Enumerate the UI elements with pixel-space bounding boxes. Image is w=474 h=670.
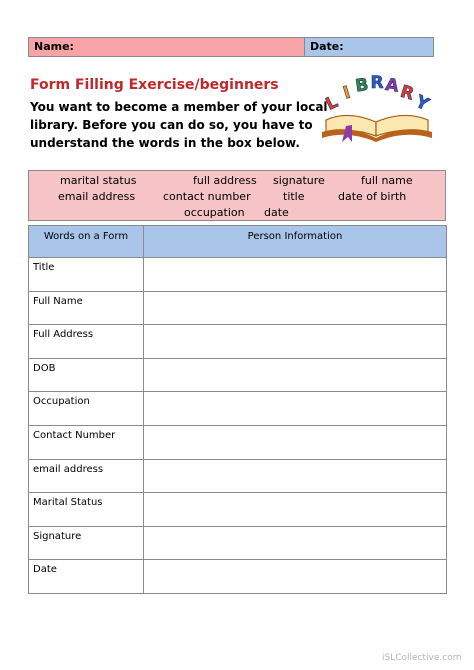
table-row xyxy=(29,258,447,292)
table-row xyxy=(29,526,447,560)
form-field-label: Contact Number xyxy=(29,425,144,459)
form-field-label: email address xyxy=(29,459,144,493)
logo-letters xyxy=(323,74,433,115)
form-field-label: Signature xyxy=(29,526,144,560)
logo-letter: Y xyxy=(412,91,432,116)
vocab-word: occupation xyxy=(184,206,245,219)
vocab-word: marital status xyxy=(60,174,137,187)
vocab-word: date xyxy=(264,206,289,219)
table-row xyxy=(29,493,447,527)
person-info-cell[interactable] xyxy=(144,258,447,292)
vocab-word: full address xyxy=(193,174,257,187)
column-header-words: Words on a Form xyxy=(29,226,144,258)
form-field-label: Full Address xyxy=(29,325,144,359)
table-row xyxy=(29,325,447,359)
vocabulary-box xyxy=(28,170,446,221)
name-field[interactable]: Name: xyxy=(29,38,305,56)
table-row xyxy=(29,392,447,426)
intro-line: You want to become a member of your local xyxy=(30,100,328,114)
vocab-word: full name xyxy=(361,174,413,187)
logo-letter: I xyxy=(341,82,353,104)
name-date-bar xyxy=(28,37,434,57)
vocab-word: email address xyxy=(58,190,136,203)
form-field-label: Marital Status xyxy=(29,493,144,527)
form-table xyxy=(28,225,447,594)
intro-line: understand the words in the box below. xyxy=(30,136,300,150)
person-info-cell[interactable] xyxy=(144,526,447,560)
vocab-word: title xyxy=(283,190,305,203)
person-info-cell[interactable] xyxy=(144,392,447,426)
table-row xyxy=(29,560,447,594)
table-row xyxy=(29,358,447,392)
logo-letter: L xyxy=(322,92,342,115)
person-info-cell[interactable] xyxy=(144,291,447,325)
logo-letter: R xyxy=(397,81,417,105)
date-field[interactable]: Date: xyxy=(305,38,433,56)
person-info-cell[interactable] xyxy=(144,493,447,527)
worksheet-title: Form Filling Exercise/beginners xyxy=(30,77,279,93)
intro-text xyxy=(30,98,328,152)
form-field-label: Full Name xyxy=(29,291,144,325)
vocab-word: signature xyxy=(273,174,325,187)
form-field-label: DOB xyxy=(29,358,144,392)
column-header-person-info: Person Information xyxy=(144,226,447,258)
form-field-label: Date xyxy=(29,560,144,594)
table-row xyxy=(29,291,447,325)
table-row xyxy=(29,425,447,459)
person-info-cell[interactable] xyxy=(144,358,447,392)
table-row xyxy=(29,459,447,493)
intro-line: library. Before you can do so, you have to xyxy=(30,118,313,132)
person-info-cell[interactable] xyxy=(144,325,447,359)
person-info-cell[interactable] xyxy=(144,560,447,594)
form-field-label: Title xyxy=(29,258,144,292)
watermark: iSLCollective.com xyxy=(382,653,462,663)
logo-letter: A xyxy=(384,74,401,97)
form-field-label: Occupation xyxy=(29,392,144,426)
logo-letter: R xyxy=(370,74,384,93)
vocab-word: date of birth xyxy=(338,190,407,203)
person-info-cell[interactable] xyxy=(144,425,447,459)
library-book-logo xyxy=(318,74,436,144)
vocab-word: contact number xyxy=(163,190,251,203)
person-info-cell[interactable] xyxy=(144,459,447,493)
logo-letter: B xyxy=(354,74,370,97)
